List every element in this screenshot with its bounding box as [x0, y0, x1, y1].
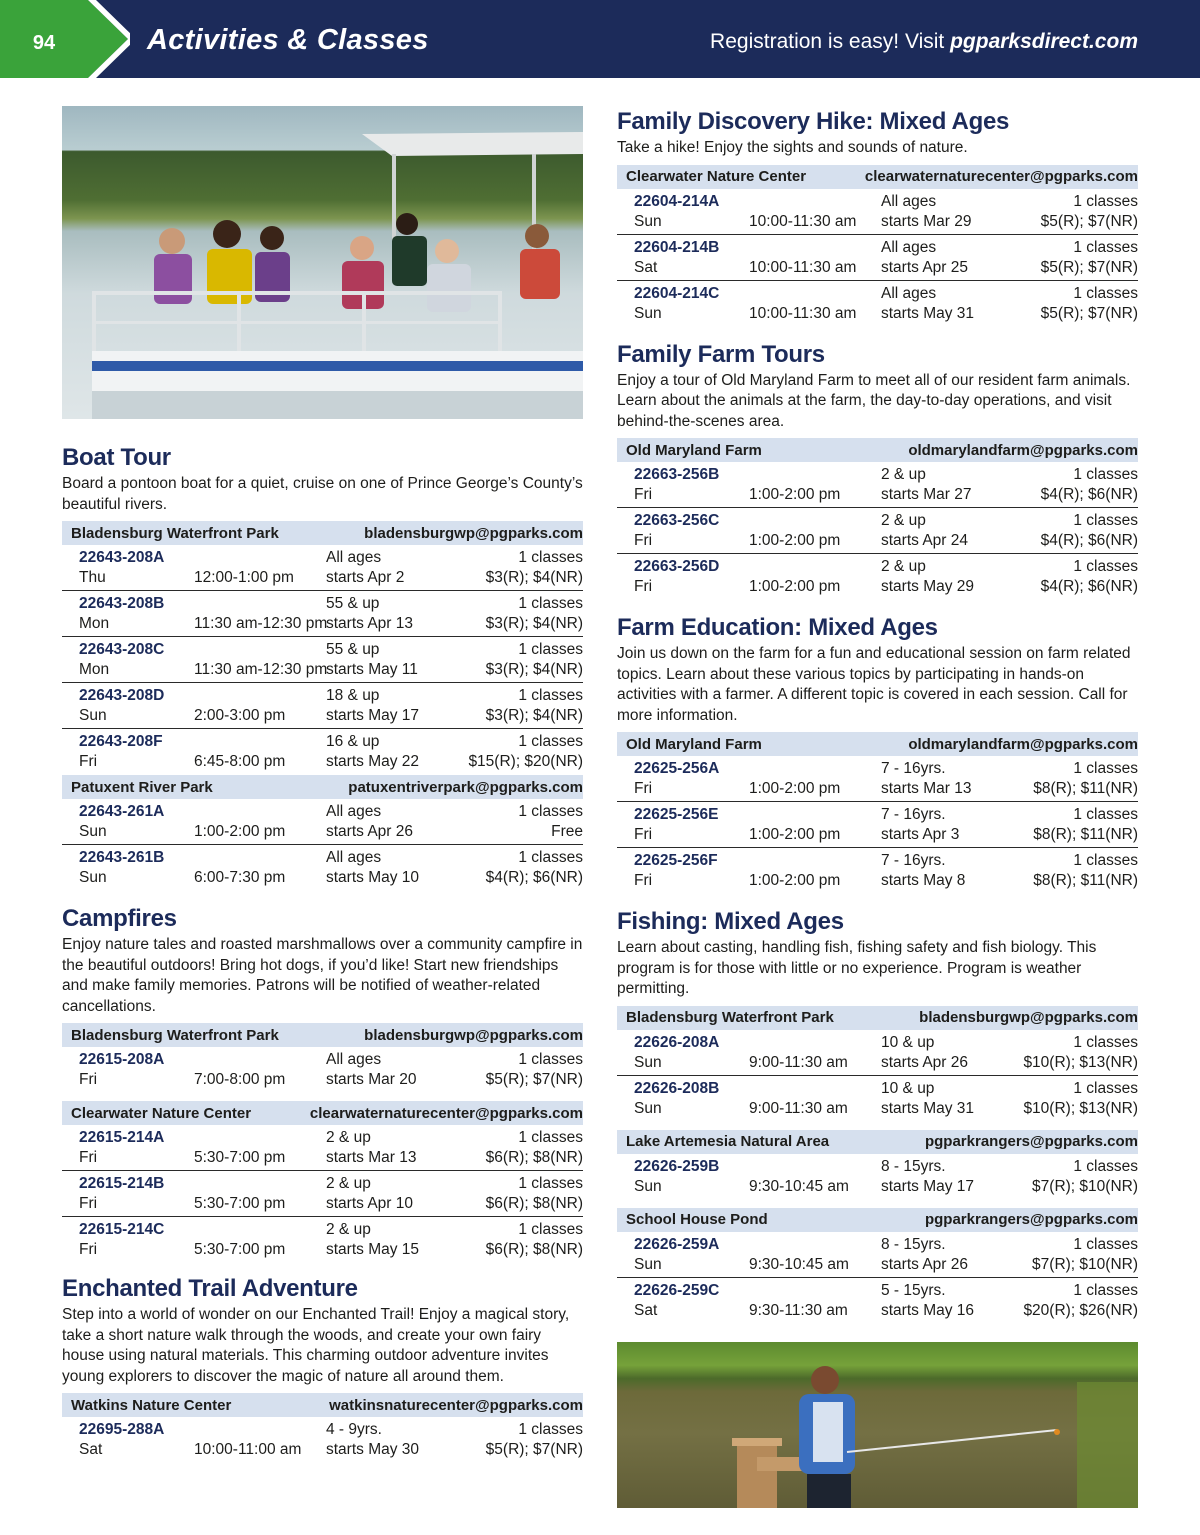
class-start: starts Mar 27: [881, 486, 972, 503]
class-day: Fri: [79, 1195, 98, 1212]
location-name: Watkins Nature Center: [71, 1396, 232, 1414]
class-count: 1 classes: [1073, 1157, 1138, 1175]
location-email[interactable]: bladensburgwp@pgparks.com: [364, 524, 583, 542]
class-fee: $6(R); $8(NR): [485, 1241, 583, 1258]
class-count: 1 classes: [1073, 284, 1138, 302]
fishing-section: [617, 908, 1138, 1324]
location-bar: [617, 732, 1138, 756]
page-header: [0, 0, 1200, 78]
class-ages: 16 & up: [326, 733, 380, 750]
class-day: Fri: [634, 532, 653, 549]
class-row: [617, 508, 1138, 554]
class-day: Sat: [79, 1441, 103, 1458]
class-day: Fri: [634, 826, 653, 843]
location-name: Clearwater Nature Center: [71, 1104, 252, 1122]
class-time: 2:00-3:00 pm: [194, 707, 286, 724]
class-code: 22615-208A: [79, 1051, 165, 1068]
class-row: [617, 554, 1138, 600]
class-fee: $3(R); $4(NR): [485, 661, 583, 678]
class-time: 6:45-8:00 pm: [194, 753, 286, 770]
class-time: 11:30 am-12:30 pm: [194, 661, 328, 678]
class-list: [62, 1417, 583, 1463]
class-time: 5:30-7:00 pm: [194, 1149, 286, 1166]
location-name: Clearwater Nature Center: [626, 168, 807, 185]
class-ages: 7 - 16yrs.: [881, 852, 946, 869]
class-ages: 2 & up: [881, 512, 926, 529]
class-ages: 18 & up: [326, 687, 380, 704]
class-start: starts Mar 29: [881, 212, 972, 230]
class-day: Sun: [79, 823, 107, 840]
class-ages: All ages: [326, 849, 382, 866]
class-ages: 55 & up: [326, 595, 380, 612]
class-count: 1 classes: [1073, 1079, 1138, 1097]
class-start: starts May 30: [326, 1441, 420, 1458]
class-start: starts Apr 10: [326, 1195, 414, 1212]
class-fee: $15(R); $20(NR): [468, 753, 583, 770]
class-row: [617, 281, 1138, 327]
location-bar: [62, 1023, 583, 1047]
section-description: Enjoy a tour of Old Maryland Farm to meet all of our resident farm animals. Learn about the animals at the farm, the day-to-day operations, and visit behind-the-scenes area.: [617, 371, 1131, 430]
fishing-illustration: [617, 1342, 1138, 1508]
class-ages: 2 & up: [326, 1175, 371, 1192]
section-description: Learn about casting, handling fish, fishing safety and fish biology. This program is for those with little or no experience. Program is weather permitting.: [617, 939, 1097, 997]
section-title: Fishing: Mixed Ages: [617, 908, 844, 935]
section-description: Board a pontoon boat for a quiet, cruise on one of Prince George’s County’s beautiful rivers.: [62, 475, 583, 513]
class-code: 22625-256A: [634, 760, 720, 777]
class-code: 22625-256E: [634, 806, 719, 823]
location-name: Old Maryland Farm: [626, 441, 762, 459]
class-start: starts May 16: [881, 1301, 975, 1319]
location-name: Bladensburg Waterfront Park: [71, 1026, 279, 1044]
class-ages: 10 & up: [881, 1079, 935, 1097]
location-name: Bladensburg Waterfront Park: [626, 1009, 834, 1026]
class-code: 22626-259C: [634, 1281, 720, 1299]
class-ages: 4 - 9yrs.: [326, 1421, 382, 1438]
class-fee: $7(R); $10(NR): [1032, 1177, 1138, 1195]
location-email[interactable]: patuxentriverpark@pgparks.com: [348, 778, 583, 796]
class-time: 7:00-8:00 pm: [194, 1071, 286, 1088]
class-list: [617, 189, 1138, 327]
class-code: 22615-214B: [79, 1175, 165, 1192]
class-start: starts Apr 2: [326, 569, 405, 586]
section-description: Join us down on the farm for a fun and educational session on farm related topics. Learn about these various topics by participating in hands-on activities with a farmer. A different topic is covered in each session. Call for more information.: [617, 645, 1131, 724]
pontoon-boat-illustration: [62, 106, 583, 419]
class-time: 9:00-11:30 am: [749, 1099, 848, 1117]
class-time: 1:00-2:00 pm: [749, 486, 841, 503]
section-title: Farm Education: Mixed Ages: [617, 614, 938, 641]
class-day: Fri: [634, 780, 653, 797]
class-fee: $5(R); $7(NR): [1040, 304, 1138, 322]
location-bar: [62, 1393, 583, 1417]
class-ages: All ages: [326, 1051, 382, 1068]
class-start: starts Apr 26: [881, 1053, 969, 1071]
location-name: Bladensburg Waterfront Park: [71, 524, 279, 542]
class-day: Sat: [634, 1301, 658, 1319]
class-start: starts Apr 13: [326, 615, 414, 632]
location-bar: [62, 775, 583, 799]
class-fee: $8(R); $11(NR): [1033, 780, 1138, 797]
class-list: [617, 1154, 1138, 1200]
class-count: 1 classes: [518, 1421, 583, 1438]
class-code: 22695-288A: [79, 1421, 165, 1438]
class-count: 1 classes: [1073, 1235, 1138, 1253]
class-count: 1 classes: [1073, 852, 1138, 869]
class-row: [62, 799, 583, 845]
location-email[interactable]: watkinsnaturecenter@pgparks.com: [329, 1396, 583, 1414]
class-list: [62, 1047, 583, 1093]
class-ages: 2 & up: [326, 1221, 371, 1238]
class-fee: $4(R); $6(NR): [485, 869, 583, 886]
class-start: starts May 29: [881, 578, 975, 595]
class-count: 1 classes: [518, 595, 583, 612]
location-bar: [617, 165, 1138, 189]
class-start: starts Mar 13: [881, 780, 972, 797]
class-time: 1:00-2:00 pm: [749, 826, 841, 843]
boat-tour-photo: [62, 106, 583, 419]
class-row: [62, 1125, 583, 1171]
location-email[interactable]: bladensburgwp@pgparks.com: [919, 1009, 1138, 1026]
class-start: starts May 8: [881, 872, 966, 889]
class-code: 22663-256B: [634, 466, 720, 483]
class-code: 22615-214C: [79, 1221, 165, 1238]
class-ages: 8 - 15yrs.: [881, 1157, 946, 1175]
class-start: starts May 17: [326, 707, 420, 724]
location-bar: [62, 1101, 583, 1125]
class-start: starts May 31: [881, 304, 975, 322]
class-code: 22643-208F: [79, 733, 163, 750]
class-start: starts Apr 25: [881, 258, 969, 276]
class-day: Mon: [79, 661, 110, 678]
class-day: Sun: [634, 212, 662, 230]
class-code: 22643-208C: [79, 641, 165, 658]
class-fee: $10(R); $13(NR): [1023, 1099, 1138, 1117]
class-time: 9:30-11:30 am: [749, 1301, 848, 1319]
class-start: starts Apr 3: [881, 826, 960, 843]
class-count: 1 classes: [1073, 760, 1138, 777]
class-fee: $6(R); $8(NR): [485, 1149, 583, 1166]
class-fee: $8(R); $11(NR): [1033, 872, 1138, 889]
location-name: Lake Artemesia Natural Area: [626, 1133, 830, 1150]
campfires-section: [62, 905, 583, 1263]
class-ages: 10 & up: [881, 1033, 935, 1051]
class-code: 22604-214A: [634, 192, 720, 210]
class-start: starts Apr 26: [326, 823, 414, 840]
class-count: 1 classes: [1073, 512, 1138, 529]
class-row: [62, 683, 583, 729]
class-ages: 5 - 15yrs.: [881, 1281, 946, 1299]
class-ages: All ages: [881, 192, 937, 210]
class-code: 22625-256F: [634, 852, 718, 869]
class-count: 1 classes: [518, 733, 583, 750]
class-time: 6:00-7:30 pm: [194, 869, 286, 886]
class-list: [617, 1030, 1138, 1122]
class-row: [617, 1278, 1138, 1324]
class-fee: Free: [551, 823, 583, 840]
class-day: Fri: [79, 753, 98, 770]
class-start: starts Mar 20: [326, 1071, 417, 1088]
class-fee: $7(R); $10(NR): [1032, 1255, 1138, 1273]
class-time: 10:00-11:30 am: [749, 258, 857, 276]
class-list: [62, 545, 583, 775]
class-day: Sun: [79, 869, 107, 886]
class-row: [62, 1217, 583, 1263]
class-day: Sat: [634, 258, 658, 276]
class-list: [62, 799, 583, 891]
class-time: 1:00-2:00 pm: [194, 823, 286, 840]
class-row: [62, 591, 583, 637]
location-email[interactable]: clearwaternaturecenter@pgparks.com: [864, 168, 1138, 185]
class-code: 22626-259B: [634, 1157, 720, 1175]
class-count: 1 classes: [1073, 192, 1138, 210]
class-day: Fri: [79, 1241, 98, 1258]
class-code: 22615-214A: [79, 1129, 165, 1146]
class-day: Sun: [79, 707, 107, 724]
location-email[interactable]: oldmarylandfarm@pgparks.com: [908, 735, 1138, 753]
class-row: [617, 848, 1138, 894]
class-row: [62, 1417, 583, 1463]
class-count: 1 classes: [518, 803, 583, 820]
class-count: 1 classes: [518, 1051, 583, 1068]
section-description: Step into a world of wonder on our Enchanted Trail! Enjoy a magical story, take a short nature walk through the woods, and create your own fairy house using natural materials. This charming outdoor adventure invites young explorers to discover the magic of nature all around them.: [62, 1306, 570, 1385]
class-count: 1 classes: [518, 641, 583, 658]
class-code: 22643-208D: [79, 687, 165, 704]
class-row: [617, 802, 1138, 848]
class-count: 1 classes: [1073, 1033, 1138, 1051]
class-day: Sun: [634, 1053, 662, 1071]
class-day: Fri: [634, 872, 653, 889]
class-code: 22604-214B: [634, 238, 720, 256]
class-ages: 7 - 16yrs.: [881, 760, 946, 777]
class-fee: $3(R); $4(NR): [485, 615, 583, 632]
section-title: Boat Tour: [62, 444, 171, 471]
class-time: 9:30-10:45 am: [749, 1177, 849, 1195]
class-day: Fri: [79, 1149, 98, 1166]
class-fee: $5(R); $7(NR): [1040, 258, 1138, 276]
fishing-photo: [617, 1342, 1138, 1508]
class-ages: 7 - 16yrs.: [881, 806, 946, 823]
class-code: 22663-256D: [634, 558, 720, 575]
class-time: 1:00-2:00 pm: [749, 872, 841, 889]
class-fee: $4(R); $6(NR): [1040, 578, 1138, 595]
class-fee: $3(R); $4(NR): [485, 569, 583, 586]
location-bar: [617, 438, 1138, 462]
class-count: 1 classes: [518, 1221, 583, 1238]
class-ages: All ages: [326, 549, 382, 566]
class-list: [617, 756, 1138, 894]
class-day: Thu: [79, 569, 106, 586]
class-count: 1 classes: [1073, 806, 1138, 823]
class-row: [617, 1154, 1138, 1200]
location-bar: [617, 1208, 1138, 1232]
enchanted-trail-section: [62, 1275, 583, 1463]
class-time: 9:00-11:30 am: [749, 1053, 848, 1071]
class-count: 1 classes: [518, 849, 583, 866]
class-fee: $4(R); $6(NR): [1040, 486, 1138, 503]
class-start: starts May 17: [881, 1177, 975, 1195]
class-day: Mon: [79, 615, 110, 632]
class-row: [62, 845, 583, 891]
class-start: starts May 11: [326, 661, 418, 678]
class-code: 22643-208B: [79, 595, 165, 612]
class-code: 22626-208A: [634, 1033, 720, 1051]
class-start: starts Mar 13: [326, 1149, 417, 1166]
location-name: Patuxent River Park: [71, 778, 213, 796]
class-row: [617, 189, 1138, 235]
class-start: starts Apr 26: [881, 1255, 969, 1273]
class-row: [62, 637, 583, 683]
class-list: [617, 462, 1138, 600]
location-email[interactable]: pgparkrangers@pgparks.com: [924, 1211, 1138, 1228]
class-count: 1 classes: [1073, 238, 1138, 256]
class-fee: $4(R); $6(NR): [1040, 532, 1138, 549]
class-code: 22643-208A: [79, 549, 165, 566]
location-email[interactable]: pgparkrangers@pgparks.com: [924, 1133, 1138, 1150]
class-row: [62, 1047, 583, 1093]
class-code: 22643-261A: [79, 803, 165, 820]
class-count: 1 classes: [1073, 1281, 1138, 1299]
class-code: 22626-208B: [634, 1079, 720, 1097]
class-code: 22663-256C: [634, 512, 720, 529]
section-title: Campfires: [62, 905, 177, 932]
class-day: Sun: [634, 1255, 662, 1273]
registration-text: Registration is easy! Visit: [710, 30, 951, 53]
class-start: starts May 10: [326, 869, 420, 886]
section-title: Family Discovery Hike: Mixed Ages: [617, 108, 1010, 135]
class-time: 1:00-2:00 pm: [749, 532, 841, 549]
class-ages: 2 & up: [326, 1129, 371, 1146]
location-email[interactable]: bladensburgwp@pgparks.com: [364, 1026, 583, 1044]
class-time: 5:30-7:00 pm: [194, 1241, 286, 1258]
location-bar: [617, 1006, 1138, 1030]
class-fee: $5(R); $7(NR): [1040, 212, 1138, 230]
class-count: 1 classes: [518, 1129, 583, 1146]
family-farm-tours-section: [617, 341, 1138, 601]
class-time: 1:00-2:00 pm: [749, 780, 841, 797]
location-email[interactable]: oldmarylandfarm@pgparks.com: [908, 441, 1138, 459]
class-fee: $3(R); $4(NR): [485, 707, 583, 724]
class-time: 1:00-2:00 pm: [749, 578, 841, 595]
class-ages: 2 & up: [881, 466, 926, 483]
location-email[interactable]: clearwaternaturecenter@pgparks.com: [309, 1104, 583, 1122]
farm-education-section: [617, 614, 1138, 894]
location-name: Old Maryland Farm: [626, 735, 762, 753]
class-row: [617, 462, 1138, 508]
class-fee: $5(R); $7(NR): [485, 1441, 583, 1458]
class-row: [62, 729, 583, 775]
section-title: Enchanted Trail Adventure: [62, 1275, 358, 1302]
class-time: 10:00-11:00 am: [194, 1441, 302, 1458]
class-code: 22626-259A: [634, 1235, 720, 1253]
class-code: 22643-261B: [79, 849, 165, 866]
class-ages: 2 & up: [881, 558, 926, 575]
class-ages: 55 & up: [326, 641, 380, 658]
class-list: [617, 1232, 1138, 1324]
page-number: 94: [32, 32, 56, 54]
class-day: Fri: [634, 578, 653, 595]
class-day: Fri: [634, 486, 653, 503]
class-fee: $20(R); $26(NR): [1023, 1301, 1138, 1319]
location-bar: [617, 1130, 1138, 1154]
class-row: [617, 235, 1138, 281]
class-code: 22604-214C: [634, 284, 720, 302]
class-day: Sun: [634, 1099, 662, 1117]
class-ages: 8 - 15yrs.: [881, 1235, 946, 1253]
class-row: [617, 1232, 1138, 1278]
registration-link[interactable]: pgparksdirect.com: [950, 30, 1138, 53]
registration-note: [710, 30, 1138, 54]
class-day: Sun: [634, 1177, 662, 1195]
class-count: 1 classes: [1073, 558, 1138, 575]
left-column: [62, 106, 583, 1463]
class-fee: $8(R); $11(NR): [1033, 826, 1138, 843]
class-count: 1 classes: [518, 549, 583, 566]
class-fee: $10(R); $13(NR): [1023, 1053, 1138, 1071]
family-discovery-hike-section: [617, 108, 1138, 327]
class-count: 1 classes: [518, 687, 583, 704]
class-start: starts May 15: [326, 1241, 420, 1258]
section-description: Enjoy nature tales and roasted marshmallows over a community campfire in the beautiful outdoors! Bring hot dogs, if you’d like! Start new friendships and make family memories. Patrons will be notified of weather-related cancellations.: [62, 936, 583, 1015]
class-row: [617, 1076, 1138, 1122]
class-day: Sun: [634, 304, 662, 322]
section-header-title: Activities & Classes: [147, 24, 429, 56]
class-time: 10:00-11:30 am: [749, 212, 857, 230]
class-start: starts May 22: [326, 753, 420, 770]
class-time: 12:00-1:00 pm: [194, 569, 294, 586]
right-column: [617, 106, 1138, 1508]
location-bar: [62, 521, 583, 545]
page-number-tab: [0, 0, 130, 78]
class-ages: All ages: [326, 803, 382, 820]
class-time: 10:00-11:30 am: [749, 304, 857, 322]
section-title: Family Farm Tours: [617, 340, 825, 368]
class-count: 1 classes: [1073, 466, 1138, 483]
class-fee: $6(R); $8(NR): [485, 1195, 583, 1212]
class-row: [617, 1030, 1138, 1076]
class-fee: $5(R); $7(NR): [485, 1071, 583, 1088]
class-start: starts Apr 24: [881, 532, 969, 549]
class-ages: All ages: [881, 284, 937, 302]
class-list: [62, 1125, 583, 1263]
class-time: 9:30-10:45 am: [749, 1255, 849, 1273]
class-count: 1 classes: [518, 1175, 583, 1192]
section-description: Take a hike! Enjoy the sights and sounds of nature.: [617, 139, 968, 156]
class-row: [62, 545, 583, 591]
class-time: 5:30-7:00 pm: [194, 1195, 286, 1212]
class-start: starts May 31: [881, 1099, 975, 1117]
class-row: [617, 756, 1138, 802]
class-time: 11:30 am-12:30 pm: [194, 615, 328, 632]
class-ages: All ages: [881, 238, 937, 256]
location-name: School House Pond: [626, 1211, 768, 1228]
boat-tour-section: [62, 444, 583, 891]
class-day: Fri: [79, 1071, 98, 1088]
class-row: [62, 1171, 583, 1217]
